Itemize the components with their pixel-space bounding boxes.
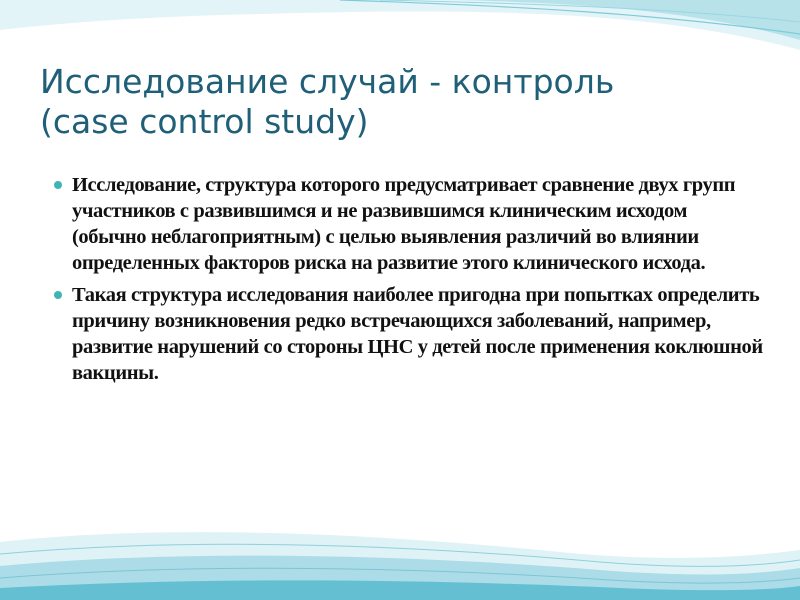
bullet-dot-icon [54,181,62,189]
slide-title-line-2: (case control study) [40,102,369,141]
top-wave-decoration [0,0,800,70]
bullet-text: Такая структура исследования наиболее пригодна при попытках определить причину возникновения редко встречающихся заболеваний, например, развитие нарушений со стороны ЦНС у детей после применения коклюшной вакцины. [72,284,763,384]
bullet-item-application [52,282,764,386]
bullet-item-definition [52,172,764,276]
slide-content [52,172,764,392]
bullet-list [52,172,764,386]
slide-title [40,62,740,142]
bottom-wave-decoration [0,470,800,600]
bullet-text: Исследование, структура которого предусматривает сравнение двух групп участников с развившимся и не развившимся клиническим исходом (обычно неблагоприятным) с целью выявления различий во влиянии определенных факторов риска на развитие этого клинического исхода. [72,174,736,274]
bullet-dot-icon [54,291,62,299]
slide-title-line-1: Исследование случай - контроль [40,62,615,101]
